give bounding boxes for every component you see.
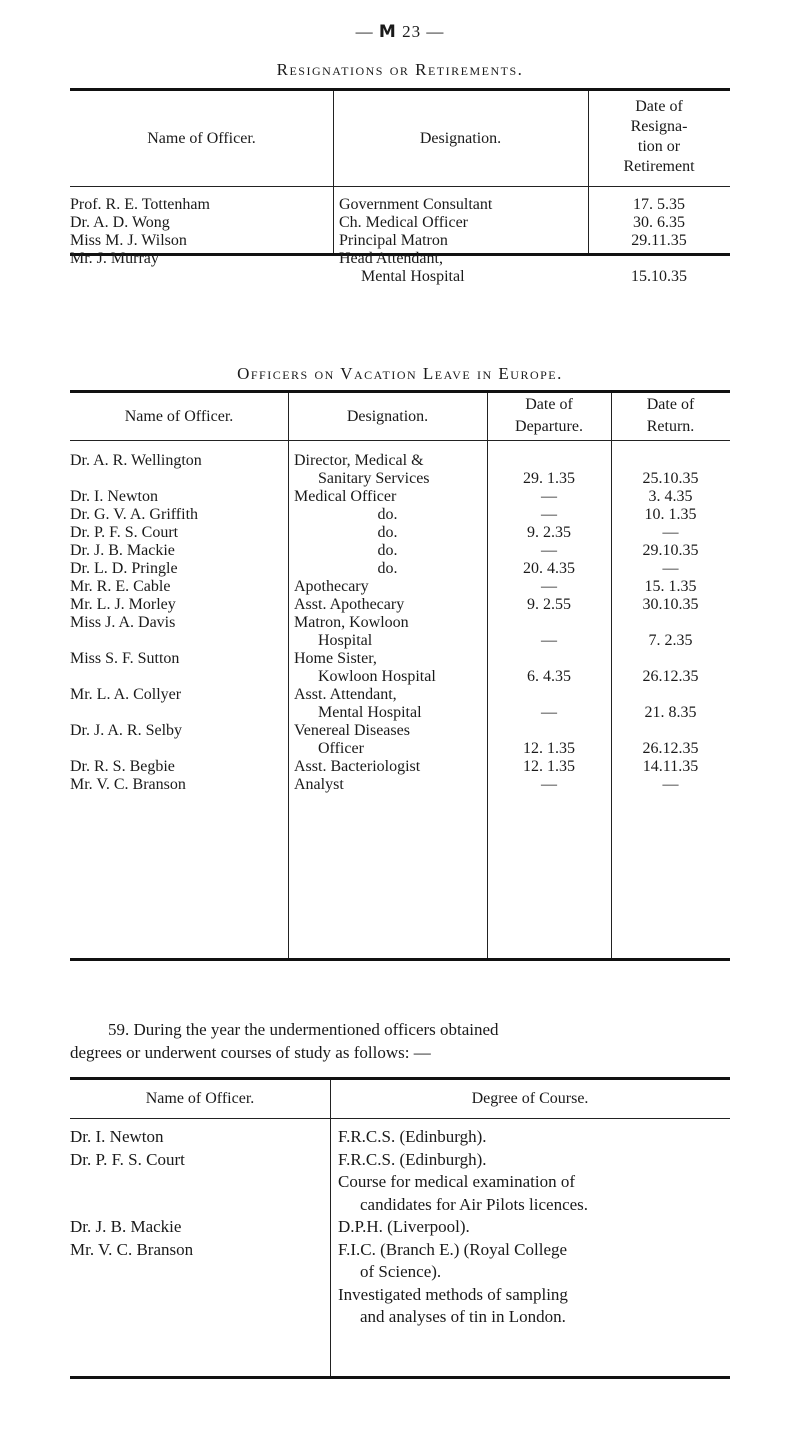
table1-header-designation: Designation. [419,130,502,147]
table2-cell-return: — [662,776,679,793]
table2-cell-departure: 6. 4.35 [527,668,571,685]
page-number-letter: M [378,22,397,42]
table2-cell-designation: Asst. Attendant, [294,686,397,703]
table2-header-rule [70,440,730,441]
table2-cell-designation: Venereal Diseases [294,722,410,739]
table2-cell-name: Dr. P. F. S. Court [70,524,179,541]
table2-cell-departure: 20. 4.35 [523,560,575,577]
table2-cell-designation: Asst. Bacteriologist [294,758,421,775]
table2-cell-return: 25.10.35 [642,470,699,487]
page-number-value: 23 [402,22,422,41]
table2-title: Officers on Vacation Leave in Europe. [237,364,563,383]
table1-header-date-line: Retirement [623,158,695,175]
table1-cell-date: 29.11.35 [631,232,687,249]
table2-cell-name: Dr. L. D. Pringle [70,560,178,577]
table2-cell-designation: Apothecary [294,578,369,595]
table3-cell-degree-line: and analyses of tin in London. [360,1307,566,1326]
page-number-dash-right: — [426,22,445,41]
table3-cell-degree-line: Investigated methods of sampling [338,1284,568,1304]
table3-cell-degree-line: candidates for Air Pilots licences. [360,1194,589,1214]
table1-header-name: Name of Officer. [147,130,256,147]
table3-cell-degree-line: F.R.C.S. (Edinburgh). [338,1149,487,1169]
table3-header-degree: Degree of Course. [471,1090,589,1107]
table2-cell-designation: Mental Hospital [318,704,422,721]
table1-cell-date: 30. 6.35 [633,214,685,231]
table1-header-date-line: tion or [637,138,681,155]
table2-cell-designation: Officer [318,740,364,757]
table1-cell-date: 15.10.35 [631,268,687,285]
table2-cell-designation: Hospital [318,632,373,649]
table2-cell-designation: do. [377,560,398,577]
table2-cell-return: 29.10.35 [642,542,699,559]
paragraph-line-1: 59. During the year the undermentioned officers obtained [108,1020,499,1039]
table2-header-departure-line: Departure. [515,418,583,435]
table3-cell-degree-line: Course for medical examination of [338,1172,575,1191]
table2-cell-departure: — [541,506,557,523]
table3-header-rule [70,1118,730,1119]
table3-cell-name: Dr. I. Newton [70,1127,164,1146]
table2-cell-name: Miss S. F. Sutton [70,650,180,667]
table2-cell-designation: do. [377,542,398,559]
table2-bottom-rule [70,958,730,961]
table2-cell-return: 26.12.35 [642,740,699,757]
table3-cell-degree-line: of Science). [360,1262,442,1281]
table2-cell-designation: Asst. Apothecary [294,596,405,613]
table2-cell-return: — [662,560,679,577]
table2-cell-departure: 9. 2.35 [527,524,571,541]
table3-cell-name: Dr. P. F. S. Court [70,1149,185,1169]
table2-cell-designation: Analyst [294,776,344,793]
page-number-dash-left: — [355,22,374,41]
table3-cell-degree-line: D.P.H. (Liverpool). [338,1217,470,1236]
table2-cell-name: Mr. R. E. Cable [70,578,171,595]
table3-divider [330,1080,331,1376]
table2-cell-designation: Matron, Kowloon [294,614,409,631]
table1-divider-1 [333,91,334,253]
table2-cell-return: 7. 2.35 [648,632,693,649]
table2-divider-1 [288,393,289,958]
table2-cell-designation: do. [377,506,398,523]
table2-cell-return: 3. 4.35 [648,488,693,505]
table2-cell-designation: Kowloon Hospital [318,668,436,685]
table3-cell-degree-line: F.R.C.S. (Edinburgh). [338,1127,487,1146]
table2-cell-departure: 9. 2.55 [527,596,571,613]
table2-cell-departure: 12. 1.35 [523,758,575,775]
paragraph-line-2: degrees or underwent courses of study as follows: — [70,1043,431,1062]
table1-cell-designation: Government Consultant [339,196,493,213]
table1-cell-name: Dr. A. D. Wong [70,214,170,231]
table1-cell-designation: Principal Matron [339,232,448,249]
page-number [0,22,800,42]
table2-cell-return: 26.12.35 [642,668,699,685]
table1-title: Resignations or Retirements. [276,60,524,79]
table2-cell-departure: — [541,776,557,793]
table2-cell-name: Dr. I. Newton [70,488,158,505]
table1-header-date-line: Resigna- [630,118,688,135]
table1-cell-name: Mr. J. Murray [70,250,159,267]
table2-cell-departure: 29. 1.35 [523,470,575,487]
table2-header-name: Name of Officer. [124,408,234,425]
table3-top-rule [70,1077,730,1080]
table2-cell-departure: — [541,542,557,559]
table3-cell-degree-line: F.I.C. (Branch E.) (Royal College [338,1239,568,1259]
table2-cell-name: Mr. L. A. Collyer [70,686,182,703]
table2-cell-designation: Medical Officer [294,488,397,505]
table2-cell-designation: Home Sister, [294,650,377,667]
table1-header-rule [70,186,730,187]
table2-cell-designation: do. [377,524,398,541]
table1-cell-name: Miss M. J. Wilson [70,232,187,249]
table2-cell-name: Dr. R. S. Begbie [70,758,175,775]
table1-cell-date: 17. 5.35 [633,196,685,213]
table2-header-return-line: Return. [646,418,695,435]
table1-cell-designation: Ch. Medical Officer [339,214,468,231]
paragraph-59 [70,1018,730,1064]
table1-cell-name: Prof. R. E. Tottenham [70,196,210,213]
table2-cell-return: 30.10.35 [642,596,699,613]
table3-cell-name: Dr. J. B. Mackie [70,1217,182,1236]
table1-cell-designation: Mental Hospital [361,268,465,285]
table1-cell-designation: Head Attendant, [339,250,443,267]
table2-cell-name: Mr. L. J. Morley [70,596,176,613]
table2-cell-name: Dr. J. A. R. Selby [70,722,183,739]
table2-cell-departure: — [541,704,557,721]
table2-cell-name: Dr. G. V. A. Griffith [70,506,199,523]
table2-cell-name: Dr. A. R. Wellington [70,452,202,469]
table2-header-designation: Designation. [346,408,429,425]
table2-cell-return: 21. 8.35 [644,704,697,721]
table2-cell-departure: — [541,632,557,649]
table2-cell-designation: Director, Medical & [294,452,424,469]
table2-cell-return: 15. 1.35 [644,578,697,595]
table3-header-name: Name of Officer. [145,1090,255,1107]
table2-cell-return: 10. 1.35 [644,506,697,523]
table2-cell-departure: — [541,578,557,595]
table3-bottom-rule [70,1376,730,1379]
table2-top-rule [70,390,730,393]
table2-cell-name: Mr. V. C. Branson [70,776,186,793]
table2-cell-departure: — [541,488,557,505]
table2-header-return-line: Date of [646,396,695,413]
table2-cell-name: Dr. J. B. Mackie [70,542,175,559]
table1-top-rule [70,88,730,91]
table2-header-departure-line: Date of [525,396,573,413]
table2-cell-return: — [662,524,679,541]
table2-cell-name: Miss J. A. Davis [70,614,176,631]
table1-header-date-line: Date of [635,98,683,115]
table2-cell-designation: Sanitary Services [318,470,430,487]
table2-cell-return: 14.11.35 [642,758,699,775]
table2-cell-departure: 12. 1.35 [523,740,575,757]
table3-cell-name: Mr. V. C. Branson [70,1239,194,1259]
